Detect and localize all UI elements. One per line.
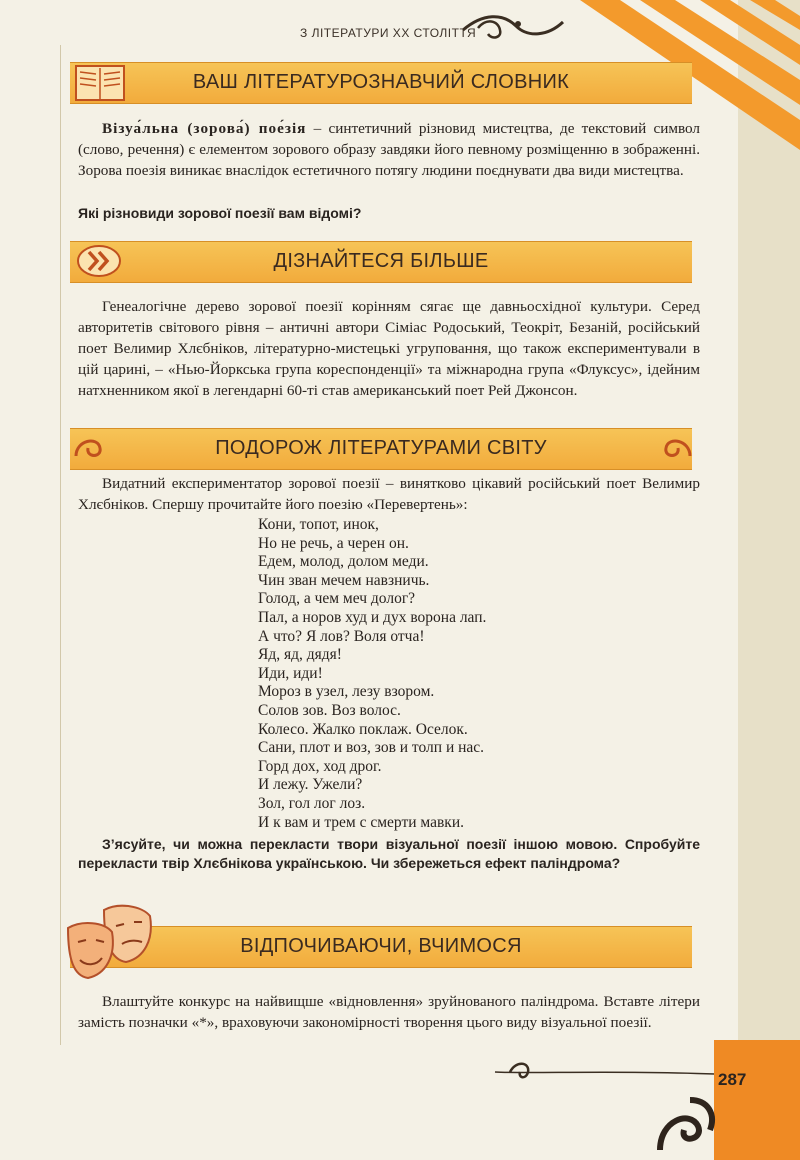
section-banner-learn-more [70, 241, 692, 283]
term: Візуа́льна (зорова́) пое́зія [102, 120, 307, 137]
poem-perevertnen [258, 516, 486, 832]
poem-line: А что? Я лов? Воля отча! [258, 627, 425, 645]
page-number-box [714, 1040, 800, 1160]
footer-ornament-icon [490, 1052, 720, 1086]
poem-line: Иди, иди! [258, 664, 323, 682]
banner-title: ВІДПОЧИВАЮЧИ, ВЧИМОСЯ [240, 935, 522, 957]
double-chevron-icon [76, 243, 122, 279]
open-book-icon [74, 62, 126, 104]
corner-swirl-icon [650, 1090, 720, 1156]
relax-paragraph: Влаштуйте конкурс на найвищше «відновлення» зруйнованого паліндрома. Вставте літери замість позначки «*», враховуючи закономірності творення цього виду візуальної поезії. [78, 993, 700, 1031]
question-2: З’ясуйте, чи можна перекласти твори візуальної поезії іншою мовою. Спробуйте перекласти твір Хлєбнікова українською. Чи збережеться ефект паліндрома? [78, 836, 700, 871]
header-ornament-icon [458, 8, 568, 48]
section-banner-world-literature [70, 428, 692, 470]
left-rule [60, 45, 61, 1045]
running-header: З ЛІТЕРАТУРИ XX СТОЛІТТЯ [300, 26, 477, 40]
poem-line: Но не речь, а черен он. [258, 534, 409, 552]
ornament-swirl-icon [660, 432, 694, 462]
poem-line: И лежу. Ужели? [258, 776, 363, 794]
section-banner-dictionary [70, 62, 692, 104]
theatre-masks-icon [64, 900, 156, 984]
poem-line: Голод, а чем меч долог? [258, 590, 416, 608]
section-banner-relax-learn [70, 926, 692, 968]
poem-line: Чин зван мечем навзничь. [258, 571, 430, 589]
poem-line: Зол, гол лог лоз. [258, 794, 366, 812]
question-1: Які різновиди зорової поезії вам відомі? [78, 205, 362, 221]
banner-title: ДІЗНАЙТЕСЯ БІЛЬШЕ [273, 250, 489, 272]
banner-title: ПОДОРОЖ ЛІТЕРАТУРАМИ СВІТУ [215, 437, 547, 459]
poem-line: Едем, молод, долом меди. [258, 553, 429, 571]
ornament-swirl-icon [72, 432, 106, 462]
poem-line: Пал, а норов худ и дух ворона лап. [258, 608, 487, 626]
learn-more-paragraph: Генеалогічне дерево зорової поезії корінням сягає ще давньосхідної культури. Серед авторитетів світового рівня – античні автори Сіміас Родоський, Теокріт, Безаній, російський поет Велимир Хлєбніков, літературно-мистецькі угруповання, що також експериментували в цій царині, – «Нью-Йоркська група кореспонденції» та міжнародна група «Флуксус», ідейним натхненником якої в легендарні 60-ті став американський поет Рей Джонсон. [78, 298, 700, 399]
definition-paragraph [78, 118, 700, 181]
poem-line: Мороз в узел, лезу взором. [258, 683, 435, 701]
poem-line: Сани, плот и воз, зов и толп и нас. [258, 739, 485, 757]
poem-line: Горд дох, ход дрог. [258, 757, 382, 775]
page-number: 287 [718, 1070, 747, 1089]
poem-line: Колесо. Жалко поклаж. Оселок. [258, 720, 468, 738]
poem-line: И к вам и трем с смерти мавки. [258, 813, 465, 831]
poem-line: Солов зов. Воз волос. [258, 701, 401, 719]
poem-line: Яд, яд, дядя! [258, 646, 342, 664]
poem-line: Кони, топот, инок, [258, 516, 379, 533]
definition-text: – синтетичний різновид мистецтва, де текстовий символ (слово, речення) є елементом зорового образу завдяки його певному розміщенню в зображенні. Зорова поезія виникає внаслідок естетичного потягу людини поєднувати два види мистецтва. [78, 120, 700, 179]
banner-title: ВАШ ЛІТЕРАТУРОЗНАВЧИЙ СЛОВНИК [192, 71, 570, 93]
intro-paragraph: Видатний експериментатор зорової поезії – винятково цікавий російський поет Велимир Хлєбніков. Спершу прочитайте його поезію «Перевертень»: [78, 475, 700, 513]
